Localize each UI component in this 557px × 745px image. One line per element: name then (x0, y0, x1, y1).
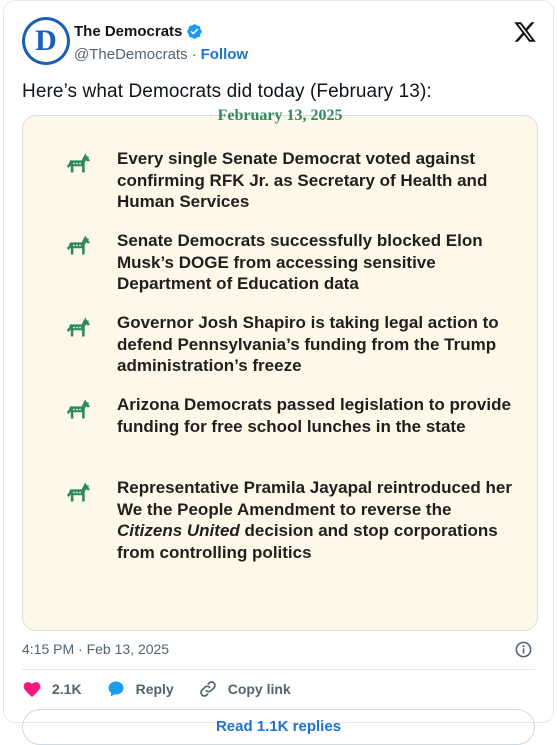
list-item-text-italic: Citizens United (117, 521, 240, 540)
info-icon[interactable] (514, 640, 533, 659)
link-icon (198, 679, 218, 699)
list-item-text: Senate Democrats successfully blocked Elon Musk’s DOGE from accessing sensitive Department of Education data (117, 231, 483, 293)
like-button[interactable] (22, 679, 82, 699)
donkey-icon (65, 316, 91, 338)
reply-label: Reply (135, 681, 174, 697)
list-item-text-part: Representative Pramila Jayapal reintroduced her We the People Amendment to reverse the (117, 478, 512, 519)
avatar-ring (25, 20, 67, 62)
list-item-text: Every single Senate Democrat voted against confirming RFK Jr. as Secretary of Health and Human Services (117, 149, 488, 211)
handle-separator: · (191, 46, 197, 63)
author-handle-row (74, 46, 248, 63)
list-item-text: Governor Josh Shapiro is taking legal action to defend Pennsylvania’s funding from the Trump administration’s freeze (117, 313, 499, 375)
copy-link-button[interactable] (198, 679, 291, 699)
author-display-name[interactable]: The Democrats (74, 23, 183, 40)
tweet-timestamp[interactable]: 4:15 PM · Feb 13, 2025 (22, 641, 170, 657)
divider (22, 669, 535, 670)
author-handle[interactable]: @TheDemocrats (74, 46, 188, 63)
donkey-icon (65, 234, 91, 256)
reply-bubble-icon (106, 679, 126, 699)
heart-icon (22, 679, 42, 699)
donkey-icon (65, 152, 91, 174)
author-name-row (74, 23, 203, 40)
follow-button[interactable]: Follow (200, 46, 249, 63)
read-replies-button[interactable]: Read 1.1K replies (22, 709, 535, 745)
tweet-card (3, 0, 554, 735)
list-item-text-part: decision and stop corporations from controlling politics (117, 521, 498, 562)
list-item-text: Arizona Democrats passed legislation to provide funding for free school lunches in the state (117, 395, 511, 436)
donkey-icon (65, 398, 91, 420)
reply-button[interactable] (106, 679, 174, 699)
x-logo-icon[interactable] (513, 20, 537, 44)
avatar[interactable] (22, 17, 70, 65)
verified-badge-icon (186, 23, 203, 40)
tweet-text: Here’s what Democrats did today (February 13): (22, 81, 432, 102)
media-date-heading: February 13, 2025 (217, 107, 343, 124)
action-bar (22, 679, 315, 699)
donkey-icon (65, 481, 91, 503)
list-item-text (117, 477, 517, 563)
like-count: 2.1K (52, 681, 82, 697)
tweet-media-image[interactable] (22, 107, 538, 631)
copy-link-label: Copy link (227, 681, 291, 697)
avatar-letter: D (35, 24, 57, 57)
